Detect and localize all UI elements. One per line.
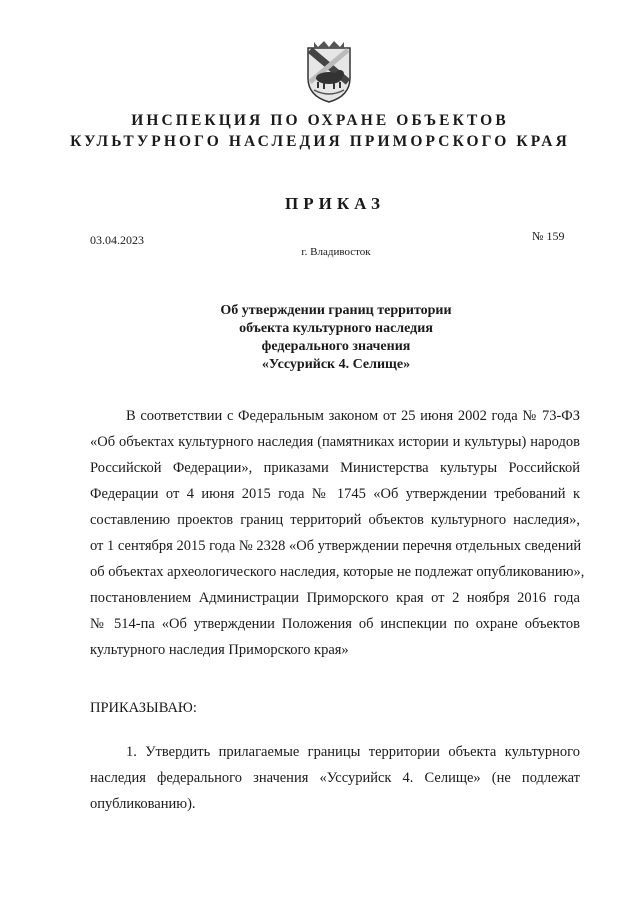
document-number: № 159 [532, 229, 565, 243]
subject-line: объекта культурного наследия [239, 321, 433, 336]
preamble-line: № 514-па «Об утверждении Положения об инспекции по охране объектов [90, 616, 580, 632]
preamble-line: составлению проектов границ территорий объектов культурного наследия», [90, 512, 580, 528]
primorsky-krai-coat-of-arms-icon [300, 38, 358, 106]
order-item-line: опубликованию). [90, 796, 196, 812]
preamble-line: от 1 сентября 2015 года № 2328 «Об утверждении перечня отдельных сведений [90, 538, 582, 554]
preamble-line: культурного наследия Приморского края» [90, 642, 349, 658]
subject-line: Об утверждении границ территории [220, 303, 452, 318]
order-item-1 [90, 739, 580, 817]
preamble-line: об объектах археологического наследия, которые не подлежат опубликованию», [90, 564, 585, 580]
document-type-title: ПРИКАЗ [285, 194, 385, 213]
preamble-line: постановлением Администрации Приморского края от 2 ноября 2016 года [90, 590, 580, 606]
order-item-line: наследия федерального значения «Уссурийск 4. Селище» (не подлежат [90, 770, 580, 786]
document-subject [0, 302, 640, 374]
preamble-line: Федерации от 4 июня 2015 года № 1745 «Об утверждении требований к [90, 486, 580, 502]
subject-line: «Уссурийск 4. Селище» [261, 357, 411, 372]
document-date: 03.04.2023 [90, 233, 144, 247]
order-word: ПРИКАЗЫВАЮ: [90, 700, 197, 716]
preamble-line: «Об объектах культурного наследия (памятниках истории и культуры) народов [90, 434, 580, 450]
organization-name-line2: КУЛЬТУРНОГО НАСЛЕДИЯ ПРИМОРСКОГО КРАЯ [70, 133, 570, 150]
subject-line: федерального значения [261, 339, 411, 354]
organization-name-line1: ИНСПЕКЦИЯ ПО ОХРАНЕ ОБЪЕКТОВ [131, 112, 509, 129]
preamble-line: В соответствии с Федеральным законом от 25 июня 2002 года № 73-ФЗ [126, 408, 580, 424]
preamble-line: Российской Федерации», приказами Министерства культуры Российской [90, 460, 580, 476]
order-item-line: 1. Утвердить прилагаемые границы территории объекта культурного [126, 744, 580, 760]
document-city: г. Владивосток [301, 246, 371, 258]
preamble-paragraph [90, 403, 585, 663]
